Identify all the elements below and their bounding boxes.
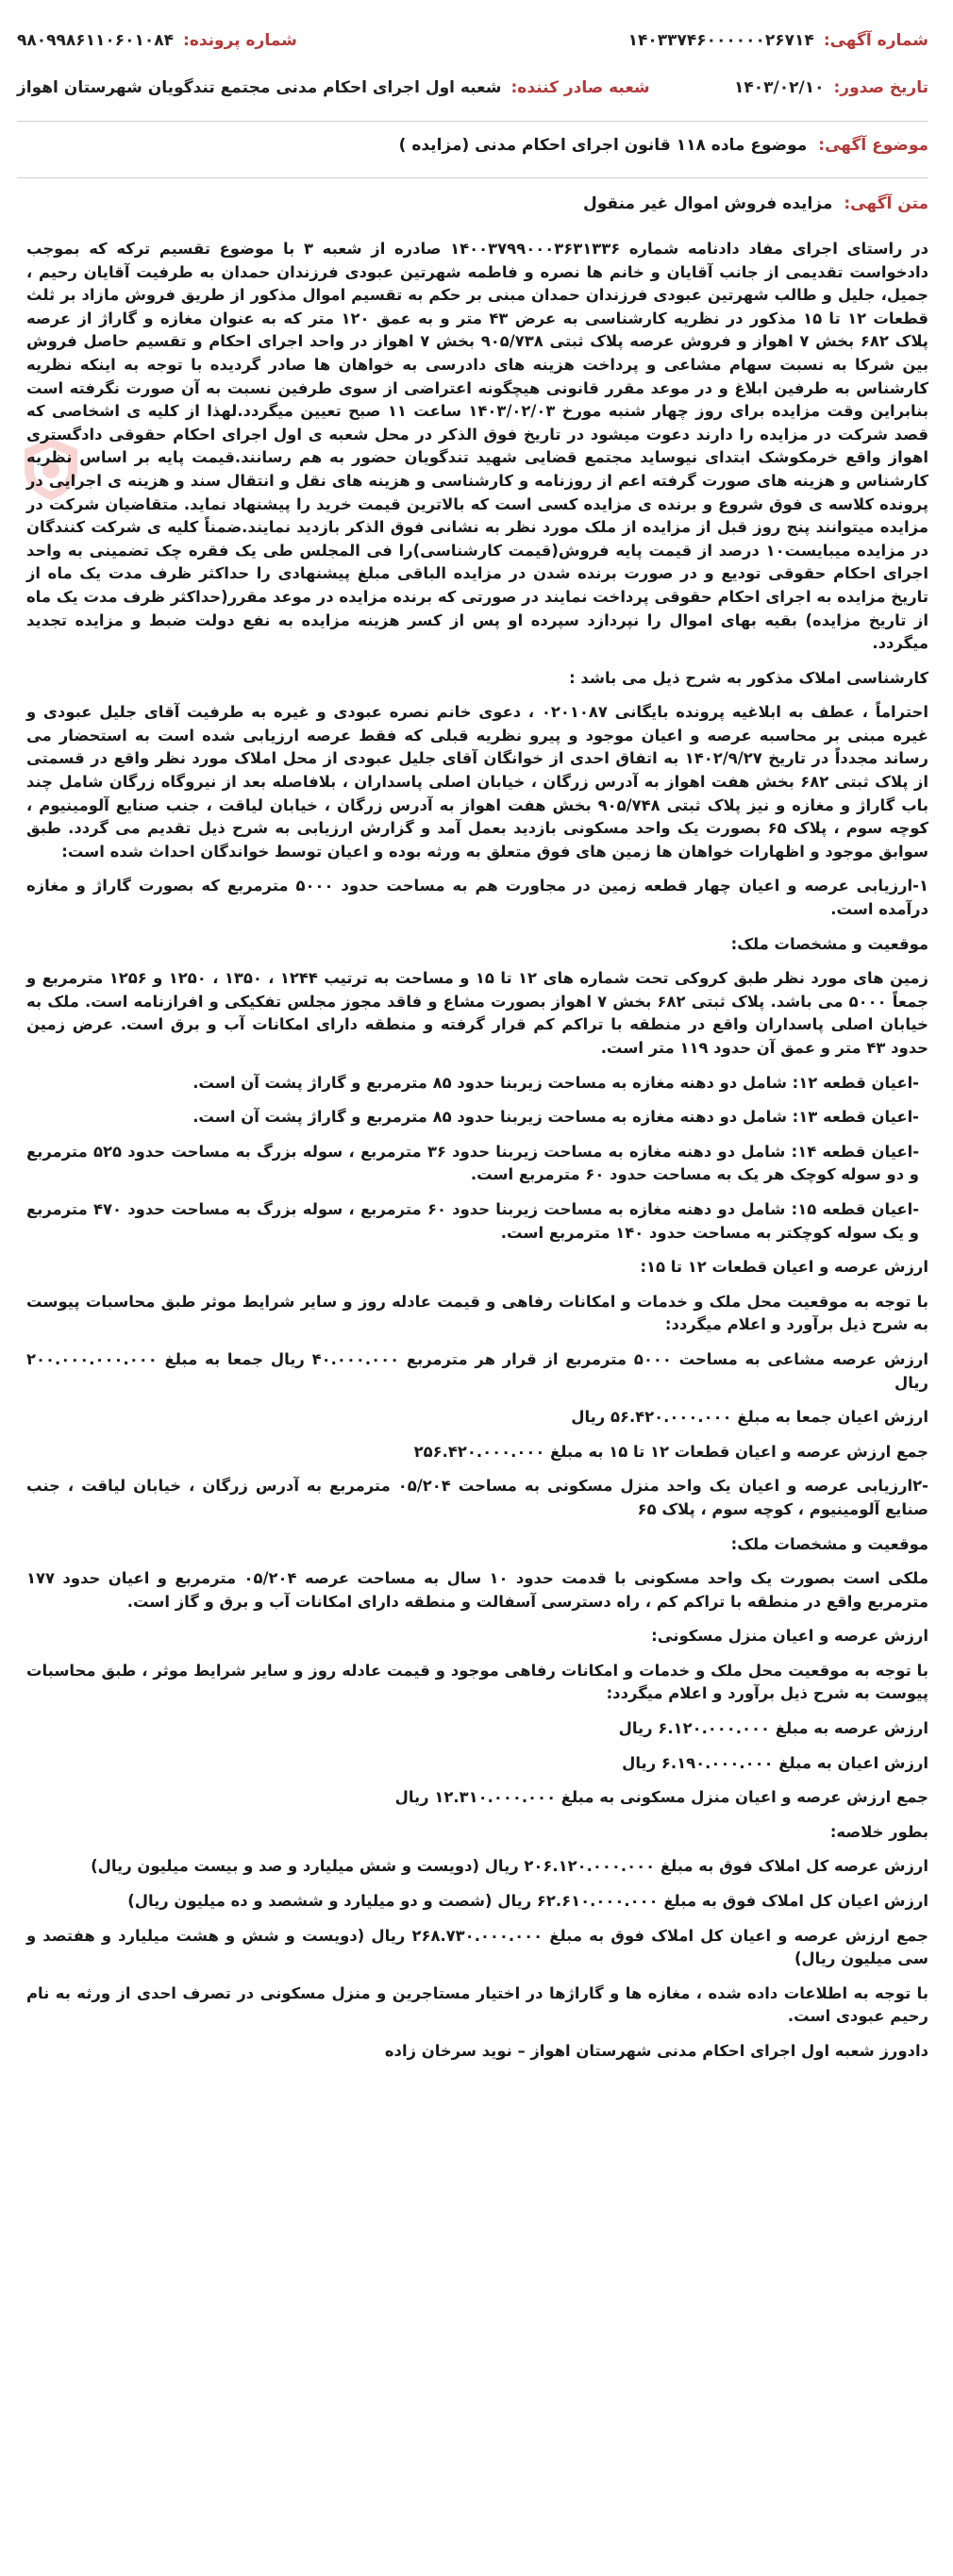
plot-14-description: -اعیان قطعه ۱۴: شامل دو دهنه مغازه به مساحت زیربنا حدود ۳۶ مترمربع ، سوله بزرگ به مساحت حدود ۵۲۵ مترمربع و دو سوله کوچک هر یک به مساحت حدود ۶۰ مترمربع است. [26, 1142, 919, 1184]
plots-value-heading: ارزش عرصه و اعیان قطعات ۱۲ تا ۱۵: [640, 1258, 928, 1277]
issuer: شعبه اول اجرای احکام مدنی مجتمع تندگویان شهرستان اهواز [17, 78, 502, 97]
expert-report-paragraph: احتراماً ، عطف به ابلاغیه پرونده بایگانی ۰۲۰۱۰۸۷ ، دعوی خانم نصره عبودی و غیره به طرفیت آقای جلیل عبودی و غیره مبنی بر محاسبه عرصه و اعیان موجود و پیرو نظریه قبلی که فقط عرصه ارزیابی شده است به استحضار می رساند مجدداً در تاریخ ۱۴۰۲/۹/۲۷ به اتفاق احدی از خوانگان آقای جلیل عبودی از محل املاک مورد نظر واقع در قسمتی از پلاک ثبتی ۶۸۲ بخش هفت اهواز به آدرس زرگان ، خیابان اصلی پاسداران ، بلافاصله بعد از نیروگاه زرگان شامل چند باب گاراژ و مغازه و نیز پلاک ثبتی ۹۰۵/۷۴۸ بخش هفت اهواز به آدرس زرگان ، خیابان لیاقت ، جنب صنایع آلومینیوم ، کوچه سوم ، پلاک ۶۵ بصورت یک واحد مسکونی بازدید بعمل آمد و گزارش ارزیابی به شرح ذیل تقدیم می گردد. طبق سوابق موجود و اظهارات خواهان ها زمین های فوق متعلق به ورثه بوده و اعیان توسط خواندگان احداث شده است: [26, 703, 928, 861]
ad-number: ۱۴۰۳۳۷۴۶۰۰۰۰۰۰۲۶۷۱۴ [627, 31, 814, 50]
summary-heading: بطور خلاصه: [829, 1822, 928, 1841]
issuer-field [17, 78, 650, 97]
house-total-value: جمع ارزش عرصه و اعیان منزل مسکونی به مبلغ ۱۲.۳۱۰.۰۰۰.۰۰۰ ریال [394, 1788, 928, 1807]
file-number-field [17, 31, 297, 50]
header-divider [17, 121, 928, 122]
appraisal-item-2: -۲ارزیابی عرصه و اعیان یک واحد منزل مسکونی به مساحت ۰۵/۲۰۴ مترمربع به آدرس زرگان ، خیابان لیاقت ، جنب صنایع آلومینیوم ، کوچه سوم ، پلاک ۶۵ [26, 1477, 928, 1518]
header-row-1 [17, 17, 928, 64]
plot-12-description: -اعیان قطعه ۱۲: شامل دو دهنه مغازه به مساحت زیربنا حدود ۸۵ مترمربع و گاراژ پشت آن است. [192, 1073, 919, 1092]
plots-value-intro: با توجه به موقعیت محل ملک و خدمات و امکانات رفاهی و قیمت عادله روز و سایر شرایط موثر طبق محاسبات پیوست به شرح ذیل برآورد و اعلام میگردد: [26, 1292, 928, 1334]
intro-paragraph: در راستای اجرای مفاد دادنامه شماره ۱۴۰۰۳۷۹۹۰۰۰۳۶۳۱۳۳۶ صادره از شعبه ۳ با موضوع تقسیم ترکه که بموجب دادخواست تقدیمی از جانب آقایان و خانم ها نصره و فاطمه شهرتین عبودی فرزندان حمدان به طرفیت آقایان رحیم ، جمیل، جلیل و طالب شهرتین عبودی فرزندان حمدان مبنی بر حکم به تقسیم اموال مذکور از طریق فروش مازاد بر ثلث قطعات ۱۲ تا ۱۵ مذکور در نظریه کارشناسی به عرض ۴۳ متر و به عمق ۱۲۰ متر که به عنوان مغازه و گاراژ از عرصه پلاک ۶۸۲ بخش ۷ اهواز و فروش عرصه پلاک ثبتی ۹۰۵/۷۳۸ بخش ۷ اهواز در واحد اجرای احکام و تقسیم حاصل فروش بین شرکا به نسبت سهام مشاعی و پرداخت هزینه های دادرسی به خواهان ها صادر گردیده با توجه به اینکه نظریه کارشناس به طرفین ابلاغ و در موعد مقرر قانونی هیچگونه اعتراضی از سوی طرفین نسبت به آن صورت نگرفته است بنابراین وقت مزایده برای روز چهار شنبه مورخ ۱۴۰۳/۰۲/۰۳ ساعت ۱۱ صبح تعیین میگردد.لهذا از کلیه ی اشخاصی که قصد شرکت در مزایده را دارند دعوت میشود در تاریخ فوق الذکر در محل شعبه ی اول اجرای احکام حقوقی دادگستری اهواز واقع خرمکوشک ابتدای نیوساید مجتمع قضایی شهید تندگویان حضور به هم رسانند.قیمت پایه بر اساس نظریه کارشناس و هزینه های صورت گرفته اعم از روزنامه و کارشناسی و هزینه های نقل و انتقال سند و هزینه ی اجرایی در پرونده کلاسه ی فوق شروع و برنده ی مزایده کسی است که بالاترین قیمت خرید را پیشنهاد نماید. متقاضیان شرکت در مزایده میتوانند پنج روز قبل از مزایده از ملک مورد نظر به نشانی فوق الذکر بازدید نمایند.ضمناً کلیه ی شرکت کنندگان در مزایده میبایست۱۰ درصد از قیمت پایه فروش(قیمت کارشناسی)را فی المجلس طی یک فقره چک تضمینی به واحد اجرای احکام حقوقی تودیع و در صورت برنده شدن در مزایده الباقی مبلغ پیشنهادی را حداکثر ظرف مدت یک ماه از تاریخ مزایده به اجرای احکام حقوقی پرداخت نمایند در صورتی که برنده مزایده در موعد مقرر(حداکثر ظرف مدت یک ماه از تاریخ مزایده) بقیه بهای اموال را نپردازد سپرده او پس از کسر هزینه مزایده به نفع دولت ضبط و مزایده تجدید میگردد. [26, 240, 929, 653]
signature-line: دادورز شعبه اول اجرای احکام مدنی شهرستان اهواز – نوید سرخان زاده [384, 2042, 928, 2060]
ad-text-heading [38, 194, 928, 213]
file-number: ۹۸۰۹۹۸۶۱۱۰۶۰۱۰۸۴ [17, 31, 175, 50]
house-value-heading: ارزش عرصه و اعیان منزل مسکونی: [651, 1627, 928, 1646]
plot-15-description: -اعیان قطعه ۱۵: شامل دو دهنه مغازه به مساحت زیربنا حدود ۶۰ مترمربع ، سوله بزرگ به مساحت حدود ۴۷۰ مترمربع و یک سوله کوچکتر به مساحت حدود ۱۴۰ مترمربع است. [26, 1199, 919, 1242]
ad-text-label: متن آگهی: [844, 194, 928, 213]
ad-body [26, 238, 928, 2075]
subject-label: موضوع آگهی: [818, 136, 928, 155]
location-heading-1: موقعیت و مشخصات ملک: [730, 934, 928, 953]
ad-subject [38, 136, 928, 155]
location-heading-2: موقعیت و مشخصات ملک: [730, 1534, 928, 1553]
ad-number-field [628, 31, 928, 50]
house-value-intro: با توجه به موقعیت محل ملک و خدمات و امکانات رفاهی موجود و قیمت عادله روز و سایر شرایط موثر ، طبق محاسبات پیوست به شرح ذیل برآورد و اعلام میگردد: [26, 1661, 928, 1703]
plot-13-description: -اعیان قطعه ۱۳: شامل دو دهنه مغازه به مساحت زیربنا حدود ۸۵ مترمربع و گاراژ پشت آن است. [192, 1108, 919, 1127]
plots-total-line: جمع ارزش عرصه و اعیان قطعات ۱۲ تا ۱۵ به مبلغ ۲۵۶.۴۲۰.۰۰۰.۰۰۰ [413, 1442, 928, 1461]
ad-number-label: شماره آگهی: [823, 31, 928, 50]
issue-date: ۱۴۰۳/۰۲/۱۰ [734, 78, 825, 97]
house-building-value: ارزش اعیان به مبلغ ۶.۱۹۰.۰۰۰.۰۰۰ ریال [622, 1753, 928, 1772]
ad-header [17, 17, 928, 123]
house-land-value: ارزش عرصه به مبلغ ۶.۱۲۰.۰۰۰.۰۰۰ ریال [618, 1719, 928, 1738]
issuer-label: شعبه صادر کننده: [510, 78, 650, 97]
file-number-label: شماره پرونده: [183, 31, 297, 50]
land-value-line: ارزش عرصه مشاعی به مساحت ۵۰۰۰ مترمربع از قرار هر مترمربع ۴۰.۰۰۰.۰۰۰ ریال جمعا به مبلغ ۲۰۰.۰۰۰.۰۰۰.۰۰۰ ریال [26, 1349, 929, 1392]
house-description: ملکی است بصورت یک واحد مسکونی با قدمت حدود ۱۰ سال به مساحت عرصه ۰۵/۲۰۴ مترمربع و اعیان حدود ۱۷۷ مترمربع واقع در منطقه با تراکم کم ، راه دسترسی آسفالت و منطقه دارای امکانات آب و برق و گاز است. [26, 1569, 928, 1611]
summary-grand-total: جمع ارزش عرصه و اعیان کل املاک فوق به مبلغ ۲۶۸.۷۳۰.۰۰۰.۰۰۰ ریال (دویست و شش و هشت میلیارد و هفتصد و سی میلیون ریال) [26, 1926, 928, 1968]
appraisal-item-1: ۱-ارزیابی عرصه و اعیان چهار قطعه زمین در مجاورت هم به مساحت حدود ۵۰۰۰ مترمربع که بصورت گاراژ و مغازه درآمده است. [26, 877, 928, 919]
header-row-2 [17, 64, 928, 111]
ad-text-title: مزایده فروش اموال غیر منقول [582, 194, 833, 213]
issue-date-field [734, 78, 928, 97]
subject-divider [17, 177, 928, 178]
buildings-value-line: ارزش اعیان جمعا به مبلغ ۵۶.۴۲۰.۰۰۰.۰۰۰ ریال [571, 1408, 928, 1427]
occupancy-note: با توجه به اطلاعات داده شده ، مغازه ها و گاراژها در اختیار مستاجرین و منزل مسکونی در تصرف احدی از ورثه به نام رحیم عبودی است. [26, 1983, 928, 2026]
issue-date-label: تاریخ صدور: [833, 78, 928, 97]
subject-value: موضوع ماده ۱۱۸ قانون اجرای احکام مدنی (مزایده ) [398, 136, 808, 155]
land-description: زمین های مورد نظر طبق کروکی تحت شماره های ۱۲ تا ۱۵ و مساحت به ترتیب ۱۲۴۴ ، ۱۳۵۰ ، ۱۲۵۰ و ۱۲۵۶ مترمربع و جمعاً ۵۰۰۰ می باشد. پلاک ثبتی ۶۸۲ بخش ۷ اهواز بصورت مشاع و فاقد مجوز مجلس تفکیکی و افرازنامه است. ملک به خیابان اصلی پاسداران واقع در منطقه با تراکم کم قرار گرفته و منطقه دارای امکانات آب و برق است. عرض زمین حدود ۴۳ متر و عمق آن حدود ۱۱۹ متر است. [26, 969, 928, 1057]
summary-building-total: ارزش اعیان کل املاک فوق به مبلغ ۶۲.۶۱۰.۰۰۰.۰۰۰ ریال (شصت و دو میلیارد و ششصد و ده میلیون ریال) [127, 1892, 928, 1911]
summary-land-total: ارزش عرصه کل املاک فوق به مبلغ ۲۰۶.۱۲۰.۰۰۰.۰۰۰ ریال (دویست و شش میلیارد و صد و بیست میلیون ریال) [91, 1857, 928, 1876]
expert-heading: کارشناسی املاک مذکور به شرح ذیل می باشد : [569, 668, 928, 687]
